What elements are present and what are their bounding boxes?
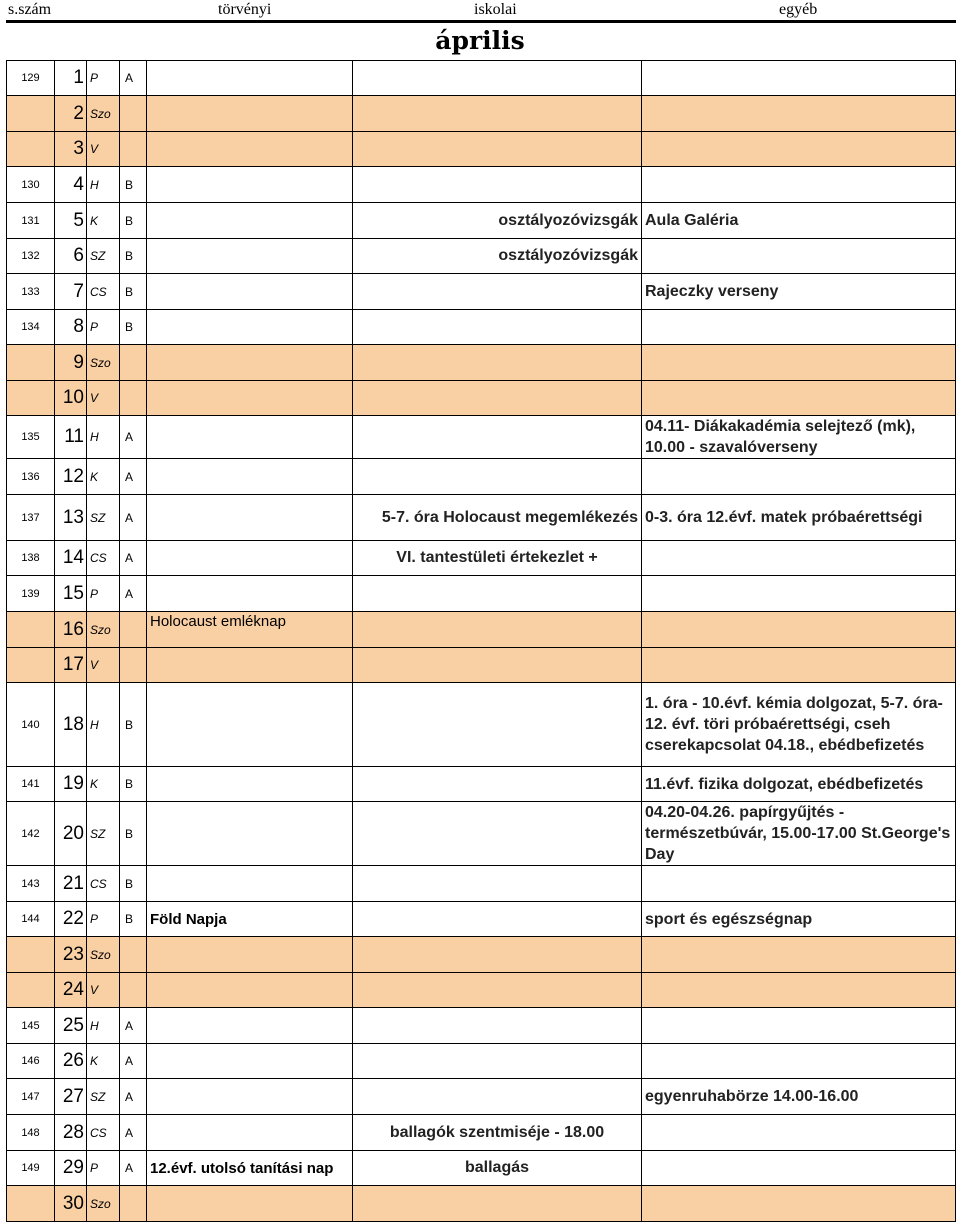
serial-cell: 137: [7, 495, 55, 541]
day-name-cell: P: [87, 1151, 120, 1186]
table-row: [7, 1044, 956, 1079]
table-row: [7, 1186, 956, 1222]
table-row: [7, 459, 956, 495]
table-row: [7, 1079, 956, 1115]
iskolai-cell: [353, 132, 642, 167]
week-cell: [120, 648, 147, 683]
egyeb-cell: [642, 1186, 956, 1222]
torvenyi-cell: [147, 541, 353, 576]
iskolai-cell: [353, 96, 642, 132]
egyeb-cell: [642, 381, 956, 416]
serial-cell: 146: [7, 1044, 55, 1079]
week-cell: A: [120, 1079, 147, 1115]
table-row: [7, 132, 956, 167]
day-number-cell: 15: [55, 576, 87, 612]
serial-cell: 148: [7, 1115, 55, 1151]
week-cell: B: [120, 683, 147, 767]
iskolai-cell: [353, 1008, 642, 1044]
day-number-cell: 10: [55, 381, 87, 416]
torvenyi-cell: [147, 345, 353, 381]
table-row: [7, 576, 956, 612]
egyeb-cell: [642, 1115, 956, 1151]
table-row: [7, 612, 956, 648]
day-name-cell: K: [87, 203, 120, 239]
table-row: [7, 541, 956, 576]
day-number-cell: 17: [55, 648, 87, 683]
day-number-cell: 24: [55, 973, 87, 1008]
egyeb-cell: [642, 167, 956, 203]
iskolai-cell: [353, 1044, 642, 1079]
day-number-cell: 28: [55, 1115, 87, 1151]
week-cell: A: [120, 1115, 147, 1151]
egyeb-cell: [642, 1151, 956, 1186]
week-cell: [120, 96, 147, 132]
day-name-cell: H: [87, 1008, 120, 1044]
iskolai-cell: osztályozóvizsgák: [353, 239, 642, 274]
day-name-cell: V: [87, 381, 120, 416]
table-row: [7, 96, 956, 132]
egyeb-cell: sport és egészségnap: [642, 902, 956, 937]
day-name-cell: K: [87, 1044, 120, 1079]
day-number-cell: 8: [55, 310, 87, 345]
iskolai-cell: [353, 310, 642, 345]
serial-cell: [7, 132, 55, 167]
table-row: [7, 381, 956, 416]
torvenyi-cell: [147, 459, 353, 495]
day-name-cell: K: [87, 459, 120, 495]
iskolai-cell: [353, 416, 642, 459]
torvenyi-cell: [147, 239, 353, 274]
table-row: [7, 495, 956, 541]
day-number-cell: 6: [55, 239, 87, 274]
header-egyeb: egyéb: [779, 1, 818, 18]
serial-cell: 138: [7, 541, 55, 576]
iskolai-cell: [353, 612, 642, 648]
week-cell: A: [120, 459, 147, 495]
header-serial: s.szám: [8, 1, 52, 18]
week-cell: A: [120, 541, 147, 576]
day-name-cell: P: [87, 576, 120, 612]
table-row: [7, 1151, 956, 1186]
day-number-cell: 16: [55, 612, 87, 648]
torvenyi-cell: [147, 274, 353, 310]
egyeb-cell: [642, 239, 956, 274]
egyeb-cell: [642, 459, 956, 495]
day-number-cell: 27: [55, 1079, 87, 1115]
torvenyi-cell: [147, 576, 353, 612]
day-number-cell: 21: [55, 866, 87, 902]
week-cell: B: [120, 203, 147, 239]
serial-cell: 131: [7, 203, 55, 239]
day-name-cell: SZ: [87, 239, 120, 274]
torvenyi-cell: [147, 310, 353, 345]
serial-cell: 142: [7, 802, 55, 866]
table-row: [7, 1008, 956, 1044]
iskolai-cell: [353, 648, 642, 683]
day-number-cell: 9: [55, 345, 87, 381]
iskolai-cell: [353, 767, 642, 802]
day-number-cell: 19: [55, 767, 87, 802]
egyeb-cell: 04.11- Diákakadémia selejtező (mk), 10.00 - szavalóverseny: [642, 416, 956, 459]
iskolai-cell: [353, 866, 642, 902]
week-cell: A: [120, 1008, 147, 1044]
torvenyi-cell: [147, 866, 353, 902]
day-number-cell: 22: [55, 902, 87, 937]
week-cell: [120, 132, 147, 167]
egyeb-cell: Rajeczky verseny: [642, 274, 956, 310]
week-cell: A: [120, 576, 147, 612]
day-number-cell: 1: [55, 61, 87, 96]
serial-cell: 143: [7, 866, 55, 902]
week-cell: [120, 381, 147, 416]
day-name-cell: V: [87, 648, 120, 683]
torvenyi-cell: [147, 648, 353, 683]
column-header: [0, 0, 960, 22]
serial-cell: [7, 96, 55, 132]
week-cell: B: [120, 802, 147, 866]
egyeb-cell: 1. óra - 10.évf. kémia dolgozat, 5-7. óra- 12. évf. töri próbaérettségi, cseh cserekapcsolat 04.18., ebédbefizetés: [642, 683, 956, 767]
serial-cell: [7, 381, 55, 416]
day-name-cell: H: [87, 683, 120, 767]
iskolai-cell: [353, 61, 642, 96]
table-row: [7, 61, 956, 96]
torvenyi-cell: [147, 495, 353, 541]
egyeb-cell: [642, 866, 956, 902]
week-cell: A: [120, 495, 147, 541]
table-row: [7, 866, 956, 902]
day-number-cell: 7: [55, 274, 87, 310]
table-row: [7, 802, 956, 866]
day-number-cell: 5: [55, 203, 87, 239]
torvenyi-cell: 12.évf. utolsó tanítási nap: [147, 1151, 353, 1186]
day-name-cell: H: [87, 167, 120, 203]
table-row: [7, 416, 956, 459]
serial-cell: 149: [7, 1151, 55, 1186]
table-row: [7, 345, 956, 381]
serial-cell: [7, 1186, 55, 1222]
day-name-cell: V: [87, 132, 120, 167]
egyeb-cell: [642, 132, 956, 167]
torvenyi-cell: [147, 973, 353, 1008]
torvenyi-cell: [147, 1008, 353, 1044]
torvenyi-cell: [147, 167, 353, 203]
day-number-cell: 29: [55, 1151, 87, 1186]
serial-cell: 145: [7, 1008, 55, 1044]
egyeb-cell: [642, 345, 956, 381]
serial-cell: [7, 612, 55, 648]
day-name-cell: SZ: [87, 1079, 120, 1115]
table-row: [7, 937, 956, 973]
iskolai-cell: [353, 902, 642, 937]
egyeb-cell: [642, 612, 956, 648]
day-number-cell: 20: [55, 802, 87, 866]
egyeb-cell: [642, 1044, 956, 1079]
day-name-cell: Szo: [87, 612, 120, 648]
day-name-cell: Szo: [87, 937, 120, 973]
serial-cell: [7, 648, 55, 683]
table-row: [7, 203, 956, 239]
iskolai-cell: [353, 683, 642, 767]
iskolai-cell: [353, 167, 642, 203]
day-number-cell: 4: [55, 167, 87, 203]
week-cell: [120, 345, 147, 381]
day-number-cell: 12: [55, 459, 87, 495]
week-cell: B: [120, 167, 147, 203]
table-row: [7, 239, 956, 274]
day-name-cell: Szo: [87, 1186, 120, 1222]
day-name-cell: K: [87, 767, 120, 802]
week-cell: B: [120, 274, 147, 310]
iskolai-cell: ballagók szentmiséje - 18.00: [353, 1115, 642, 1151]
egyeb-cell: [642, 1008, 956, 1044]
table-row: [7, 167, 956, 203]
day-name-cell: CS: [87, 1115, 120, 1151]
torvenyi-cell: [147, 203, 353, 239]
day-name-cell: P: [87, 61, 120, 96]
iskolai-cell: [353, 973, 642, 1008]
iskolai-cell: [353, 937, 642, 973]
day-number-cell: 3: [55, 132, 87, 167]
iskolai-cell: [353, 1186, 642, 1222]
serial-cell: 130: [7, 167, 55, 203]
day-name-cell: V: [87, 973, 120, 1008]
egyeb-cell: [642, 973, 956, 1008]
week-cell: A: [120, 416, 147, 459]
serial-cell: 135: [7, 416, 55, 459]
day-number-cell: 18: [55, 683, 87, 767]
iskolai-cell: [353, 345, 642, 381]
iskolai-cell: [353, 381, 642, 416]
day-name-cell: CS: [87, 274, 120, 310]
torvenyi-cell: [147, 416, 353, 459]
week-cell: A: [120, 1151, 147, 1186]
torvenyi-cell: [147, 132, 353, 167]
header-torvenyi: törvényi: [218, 1, 272, 18]
day-name-cell: P: [87, 902, 120, 937]
week-cell: B: [120, 767, 147, 802]
torvenyi-cell: [147, 937, 353, 973]
serial-cell: 147: [7, 1079, 55, 1115]
serial-cell: 132: [7, 239, 55, 274]
table-row: [7, 683, 956, 767]
egyeb-cell: [642, 576, 956, 612]
serial-cell: 129: [7, 61, 55, 96]
torvenyi-cell: Holocaust emléknap: [147, 612, 353, 648]
torvenyi-cell: [147, 802, 353, 866]
day-name-cell: Szo: [87, 96, 120, 132]
day-number-cell: 14: [55, 541, 87, 576]
egyeb-cell: egyenruhabörze 14.00-16.00: [642, 1079, 956, 1115]
torvenyi-cell: [147, 1079, 353, 1115]
day-number-cell: 2: [55, 96, 87, 132]
day-name-cell: Szo: [87, 345, 120, 381]
serial-cell: 136: [7, 459, 55, 495]
serial-cell: [7, 937, 55, 973]
day-name-cell: CS: [87, 541, 120, 576]
torvenyi-cell: Föld Napja: [147, 902, 353, 937]
table-row: [7, 902, 956, 937]
week-cell: [120, 1186, 147, 1222]
day-number-cell: 23: [55, 937, 87, 973]
torvenyi-cell: [147, 96, 353, 132]
calendar-table: [6, 60, 956, 1222]
torvenyi-cell: [147, 767, 353, 802]
week-cell: [120, 612, 147, 648]
day-number-cell: 25: [55, 1008, 87, 1044]
egyeb-cell: [642, 937, 956, 973]
egyeb-cell: [642, 541, 956, 576]
torvenyi-cell: [147, 61, 353, 96]
egyeb-cell: [642, 310, 956, 345]
iskolai-cell: ballagás: [353, 1151, 642, 1186]
day-name-cell: SZ: [87, 802, 120, 866]
serial-cell: 139: [7, 576, 55, 612]
serial-cell: [7, 973, 55, 1008]
egyeb-cell: [642, 96, 956, 132]
day-name-cell: H: [87, 416, 120, 459]
torvenyi-cell: [147, 381, 353, 416]
iskolai-cell: VI. tantestületi értekezlet +: [353, 541, 642, 576]
table-row: [7, 973, 956, 1008]
iskolai-cell: osztályozóvizsgák: [353, 203, 642, 239]
egyeb-cell: Aula Galéria: [642, 203, 956, 239]
serial-cell: [7, 345, 55, 381]
serial-cell: 140: [7, 683, 55, 767]
iskolai-cell: [353, 802, 642, 866]
week-cell: B: [120, 239, 147, 274]
torvenyi-cell: [147, 1044, 353, 1079]
torvenyi-cell: [147, 1186, 353, 1222]
week-cell: A: [120, 61, 147, 96]
week-cell: [120, 937, 147, 973]
iskolai-cell: [353, 274, 642, 310]
serial-cell: 133: [7, 274, 55, 310]
day-number-cell: 13: [55, 495, 87, 541]
week-cell: A: [120, 1044, 147, 1079]
week-cell: B: [120, 310, 147, 345]
egyeb-cell: 0-3. óra 12.évf. matek próbaérettségi: [642, 495, 956, 541]
serial-cell: 141: [7, 767, 55, 802]
iskolai-cell: [353, 459, 642, 495]
day-number-cell: 26: [55, 1044, 87, 1079]
torvenyi-cell: [147, 683, 353, 767]
header-iskolai: iskolai: [474, 1, 517, 18]
iskolai-cell: [353, 576, 642, 612]
serial-cell: 134: [7, 310, 55, 345]
day-name-cell: SZ: [87, 495, 120, 541]
egyeb-cell: [642, 648, 956, 683]
table-row: [7, 274, 956, 310]
day-number-cell: 30: [55, 1186, 87, 1222]
table-row: [7, 648, 956, 683]
iskolai-cell: 5-7. óra Holocaust megemlékezés: [353, 495, 642, 541]
month-title: április: [435, 26, 525, 55]
day-name-cell: P: [87, 310, 120, 345]
header-divider: [6, 20, 956, 23]
egyeb-cell: 04.20-04.26. papírgyűjtés - természetbúvár, 15.00-17.00 St.George's Day: [642, 802, 956, 866]
table-row: [7, 310, 956, 345]
iskolai-cell: [353, 1079, 642, 1115]
egyeb-cell: [642, 61, 956, 96]
table-row: [7, 767, 956, 802]
week-cell: B: [120, 866, 147, 902]
egyeb-cell: 11.évf. fizika dolgozat, ebédbefizetés: [642, 767, 956, 802]
week-cell: [120, 973, 147, 1008]
table-row: [7, 1115, 956, 1151]
day-name-cell: CS: [87, 866, 120, 902]
torvenyi-cell: [147, 1115, 353, 1151]
serial-cell: 144: [7, 902, 55, 937]
week-cell: B: [120, 902, 147, 937]
day-number-cell: 11: [55, 416, 87, 459]
